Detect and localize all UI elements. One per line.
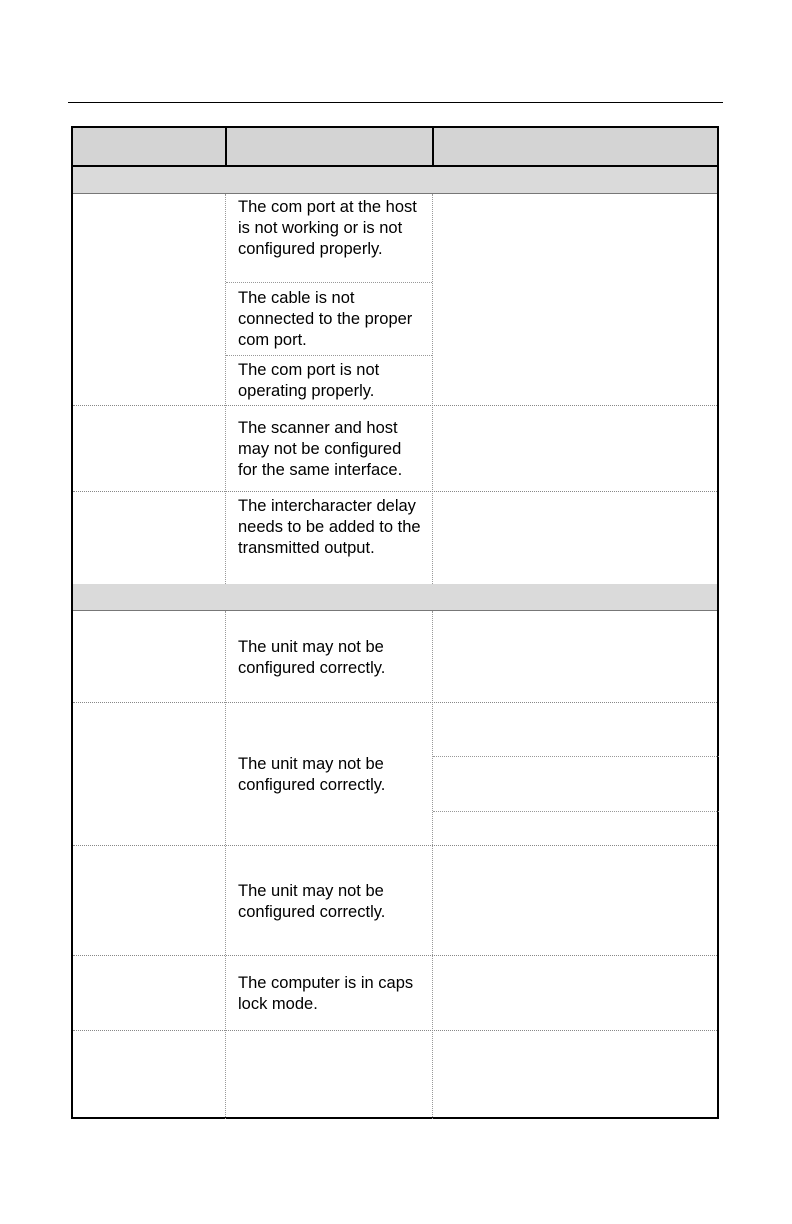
cause-cell: The unit may not be configured correctly.	[238, 882, 386, 921]
header-divider	[225, 128, 227, 167]
cause-cell: The unit may not be configured correctly.	[238, 755, 386, 794]
row-separator	[73, 702, 717, 703]
row-separator	[73, 405, 717, 406]
cause-cell: The com port is not operating properly.	[238, 361, 380, 400]
column-divider	[225, 194, 226, 584]
troubleshooting-table	[71, 126, 719, 1119]
section-band	[73, 167, 717, 194]
header-rule	[68, 102, 723, 103]
cause-cell: The scanner and host may not be configured for the same interface.	[238, 419, 403, 479]
row-separator	[73, 845, 717, 846]
cause-cell: The com port at the host is not working or is not configured properly.	[238, 198, 417, 258]
subrow-separator	[433, 756, 719, 757]
subrow-separator	[226, 282, 432, 283]
subrow-separator	[226, 355, 432, 356]
cause-cell: The cable is not connected to the proper com port.	[238, 289, 413, 349]
cause-cell: The computer is in caps lock mode.	[238, 974, 414, 1013]
row-separator	[73, 955, 717, 956]
table-header-row	[73, 128, 717, 167]
subrow-separator	[433, 811, 719, 812]
column-divider	[432, 611, 433, 1119]
column-divider	[225, 611, 226, 1119]
cause-cell: The intercharacter delay needs to be added to the transmitted output.	[238, 497, 421, 557]
row-separator	[73, 1030, 717, 1031]
column-divider	[432, 194, 433, 584]
row-separator	[73, 491, 717, 492]
cause-cell: The unit may not be configured correctly.	[238, 638, 386, 677]
header-divider	[432, 128, 434, 167]
section-band	[73, 584, 717, 611]
